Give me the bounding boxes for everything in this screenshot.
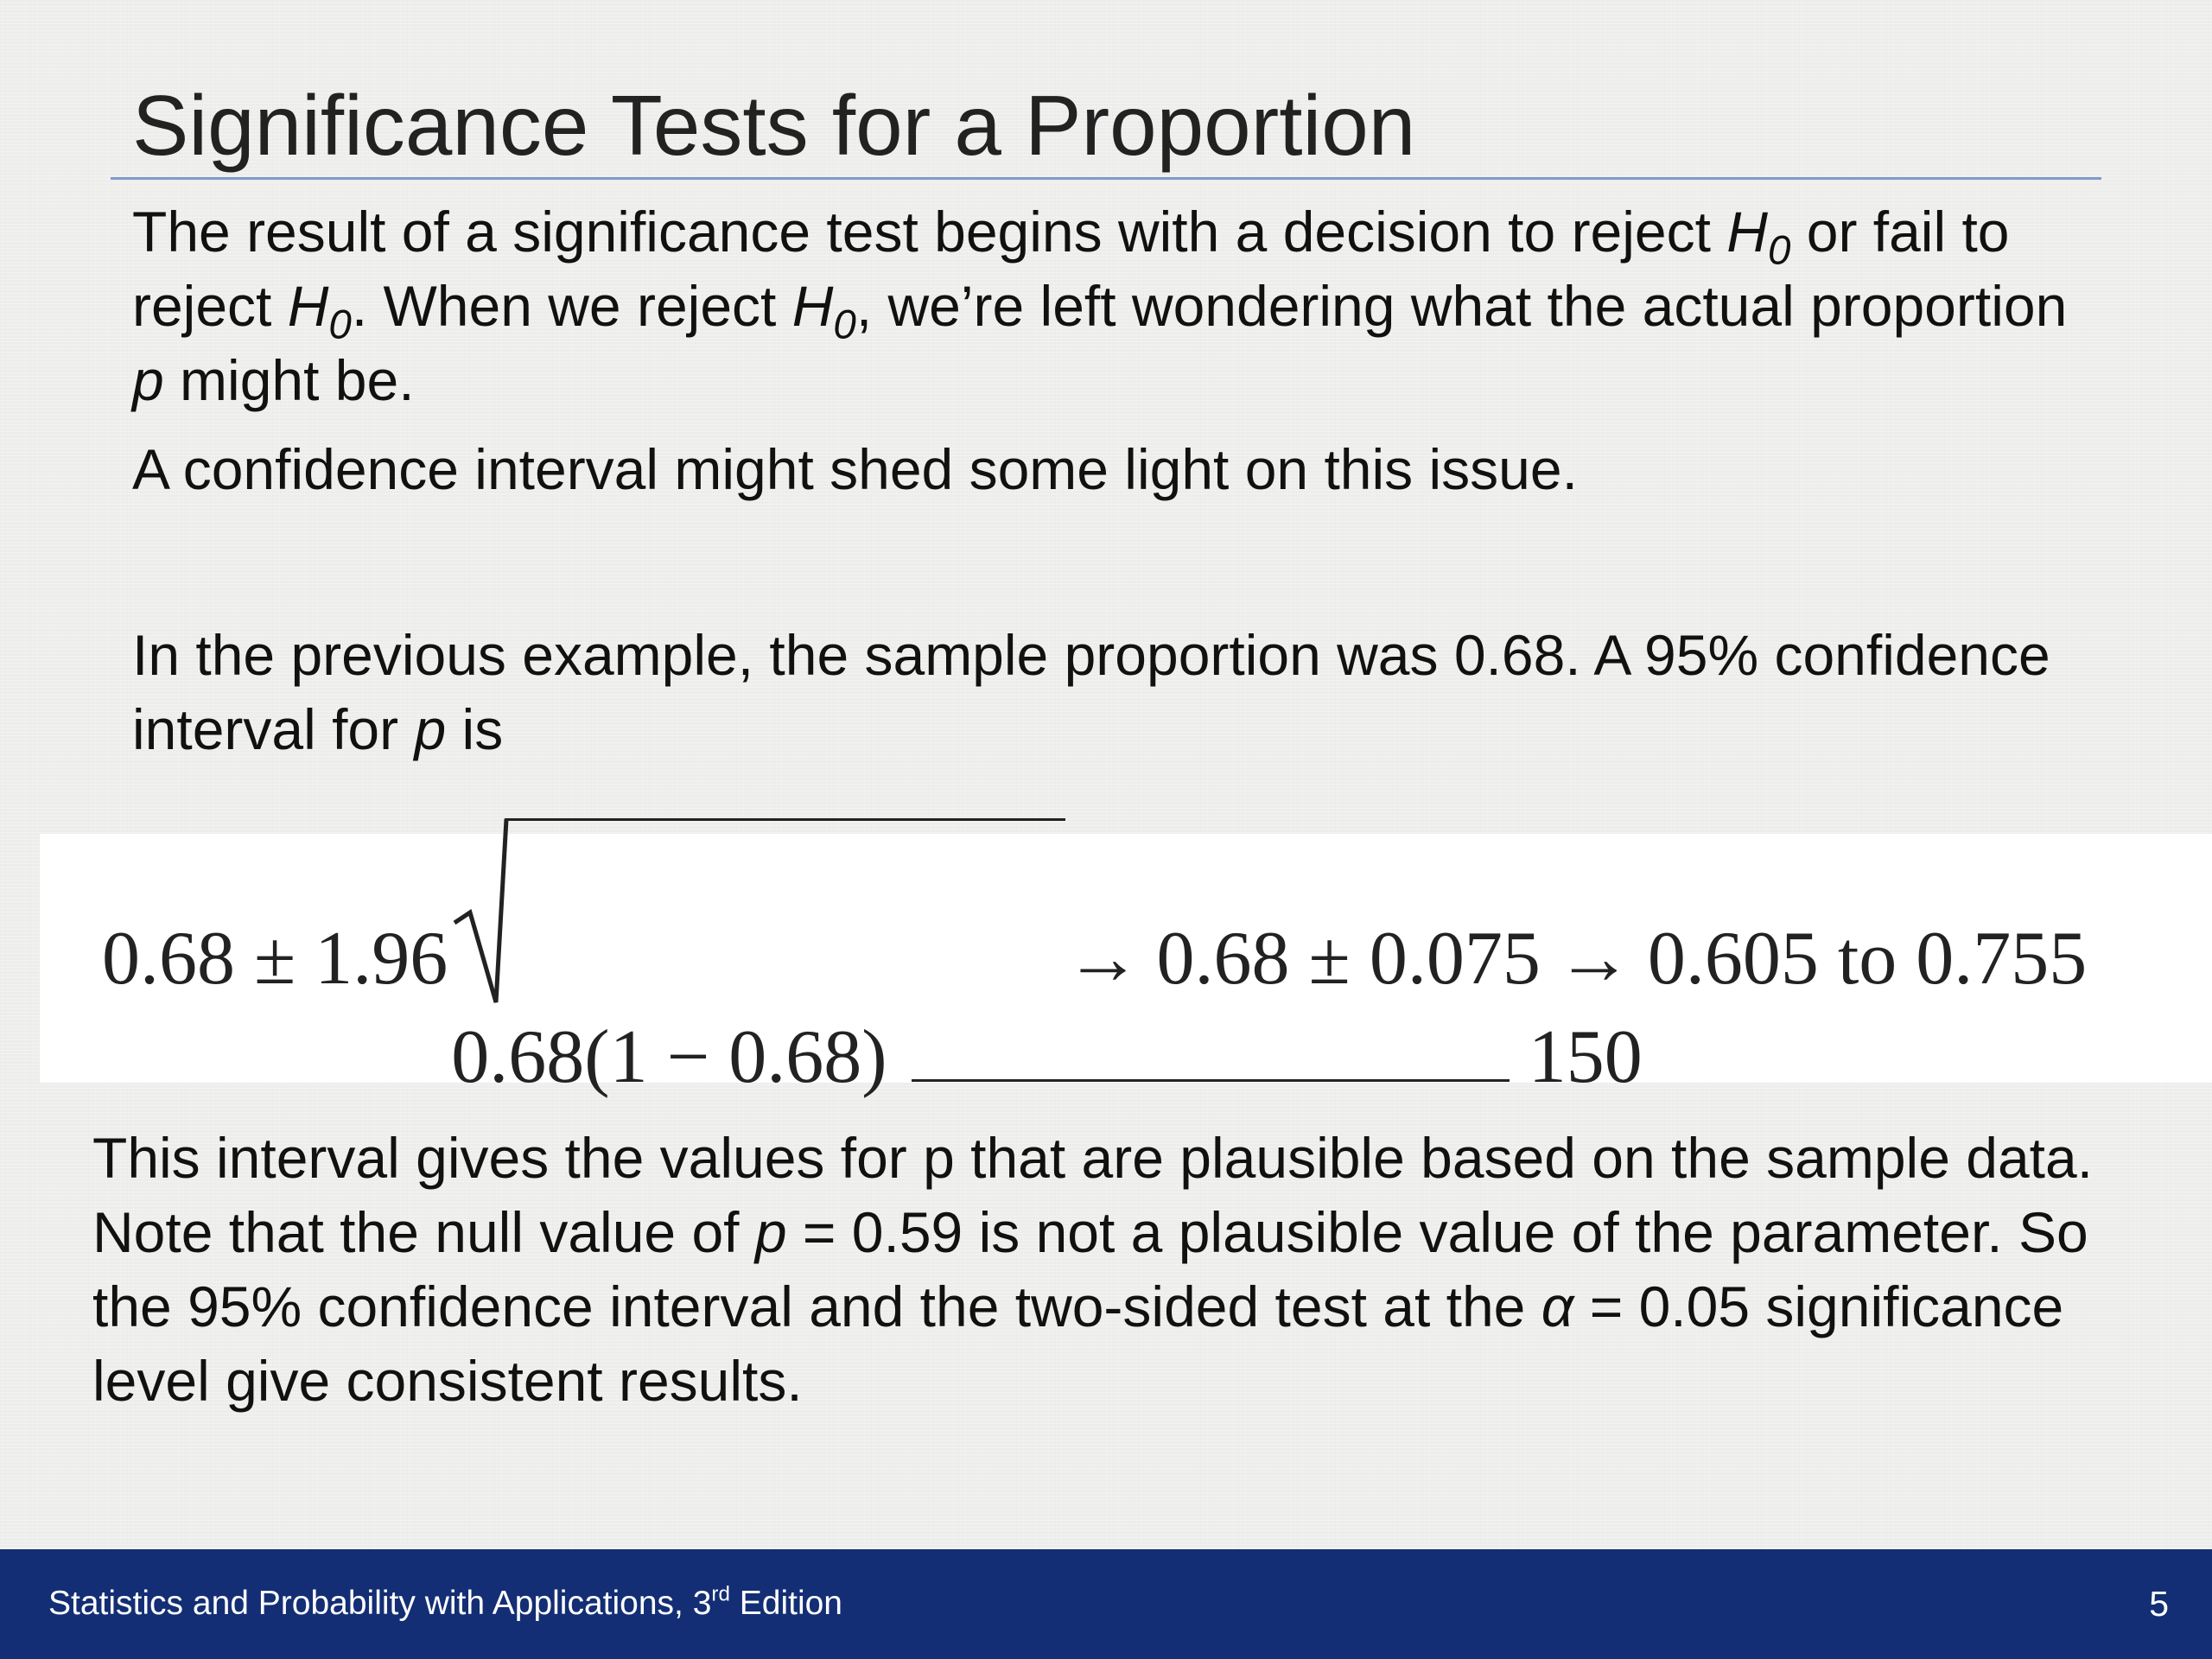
footer-bar: [0, 1549, 2212, 1659]
text-run: is: [446, 697, 504, 761]
p-symbol: p: [132, 348, 164, 412]
p-symbol: p: [414, 697, 447, 761]
alpha-symbol: α: [1541, 1274, 1574, 1338]
h0-symbol: $H_0$: [1726, 200, 1791, 274]
title-divider: [111, 177, 2101, 180]
formula-lead: 0.68 ± 1.96: [102, 916, 448, 1001]
h0-symbol: $H_0$: [287, 274, 352, 348]
formula-result: 0.605 to 0.755: [1647, 916, 2088, 1001]
paragraph-significance-decision: [132, 194, 2111, 417]
arrow-icon: →: [1065, 916, 1141, 1001]
footer-book-title: Statistics and Probability with Applications, 3rd Edition: [48, 1582, 842, 1622]
text-run: or fail to reject: [132, 200, 2010, 338]
text-run: = 0.59 is not a plausible value of the parameter. So the 95% confidence interval and the two-sided test at the: [92, 1200, 2088, 1338]
fraction-numerator: 0.68(1 − 0.68): [451, 1014, 887, 1099]
paragraph-confidence-interval: A confidence interval might shed some light on this issue.: [132, 437, 1578, 501]
confidence-interval-formula: [102, 834, 2088, 1099]
text-run: This interval gives the values for p that are plausible based on the sample data. Note that the null value of: [92, 1126, 2094, 1264]
text-run: = 0.05 significance level give consistent results.: [92, 1274, 2064, 1413]
radical-overline: [505, 818, 1065, 821]
text-run: In the previous example, the sample proportion was 0.68. A 95% confidence interval for: [132, 623, 2050, 761]
formula-middle: 0.68 ± 0.075: [1156, 916, 1541, 1001]
arrow-icon: →: [1555, 916, 1632, 1001]
text-run: , we’re left wondering what the actual proportion: [855, 274, 2068, 338]
formula-panel: [40, 834, 2212, 1099]
paragraph-interpretation: [92, 1121, 2114, 1418]
h0-symbol: $H_0$: [791, 274, 856, 348]
fraction-denominator: 150: [1528, 1014, 1643, 1099]
radical-sign-icon: [451, 812, 512, 1011]
slide-title: Significance Tests for a Proportion: [132, 78, 1416, 173]
fraction: [446, 1011, 1643, 1104]
fraction-bar: [912, 1079, 1510, 1082]
p-symbol: p: [754, 1200, 787, 1264]
paragraph-previous-example: [132, 618, 2111, 766]
text-run: . When we reject: [351, 274, 792, 338]
text-run: might be.: [163, 348, 415, 412]
page-number: 5: [2149, 1584, 2169, 1624]
text-run: The result of a significance test begins with a decision to reject: [132, 200, 1727, 264]
